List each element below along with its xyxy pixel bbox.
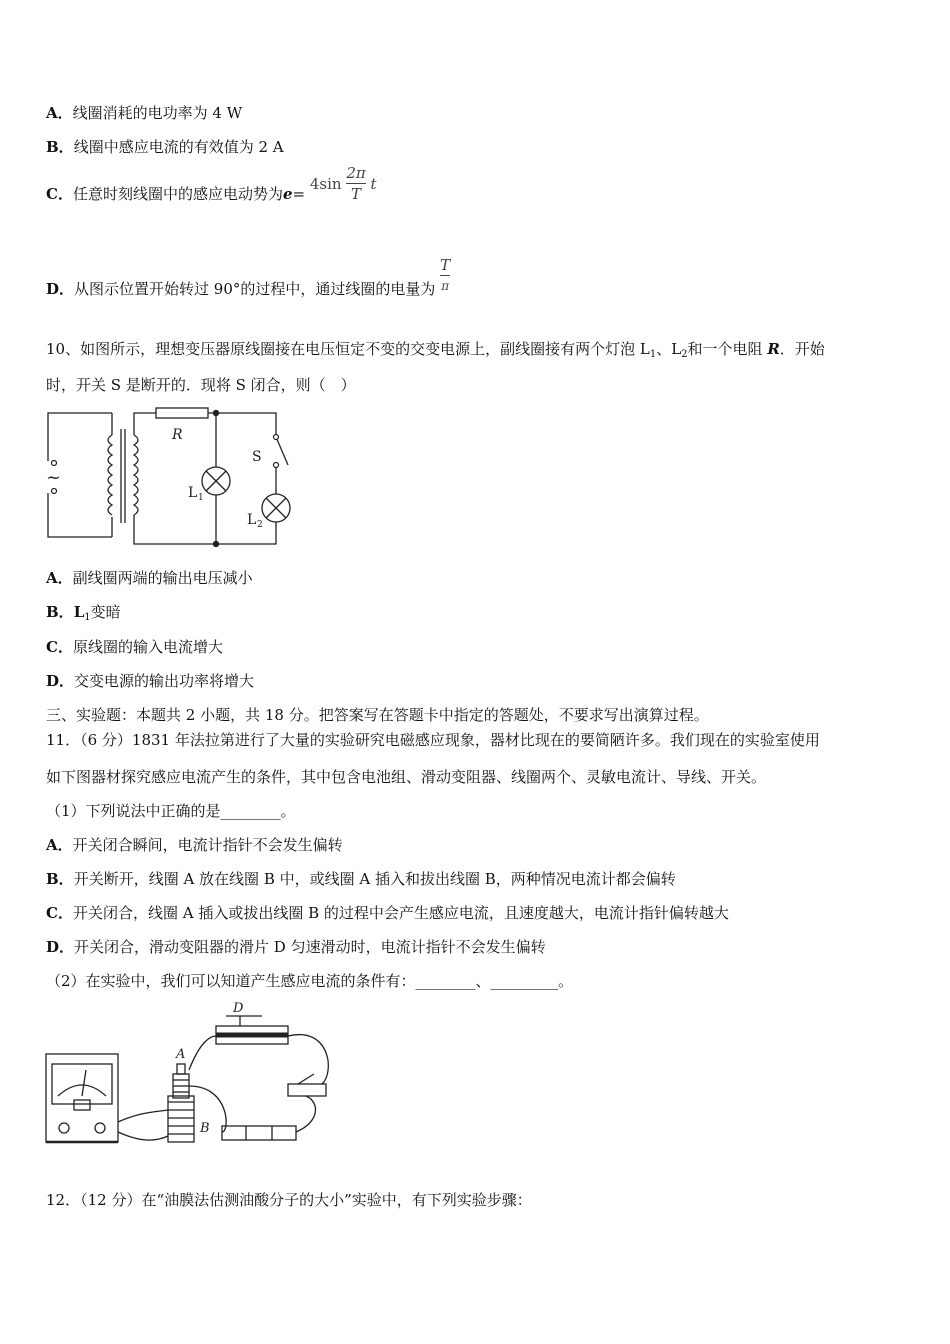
option-label: B．	[46, 603, 74, 621]
stem-text: ．开始	[779, 340, 825, 358]
charge-fraction	[440, 256, 450, 295]
option-text: 原线圈的输入电流增大	[72, 638, 223, 656]
option-label: B．	[46, 138, 74, 156]
emf-formula	[310, 161, 377, 206]
l2-branch-wire	[216, 522, 276, 544]
fraction-denominator: T	[351, 185, 362, 203]
option-label: C．	[46, 904, 73, 922]
option-text: 开关闭合，滑动变阻器的滑片 D 匀速滑动时，电流计指针不会发生偏转	[74, 938, 546, 956]
option-text: 任意时刻线圈中的感应电动势为	[72, 185, 283, 203]
fraction	[346, 164, 365, 203]
q11-option-b	[46, 869, 676, 889]
fraction-bar	[346, 183, 365, 184]
option-label: B．	[46, 870, 74, 888]
q10-stem-line1	[46, 339, 825, 365]
subscript: 1	[84, 612, 91, 623]
wire	[118, 1110, 168, 1122]
option-text: 开关断开，线圈 A 放在线圈 B 中，或线圈 A 插入和拔出线圈 B，两种情况电流计都会偏转	[73, 870, 676, 888]
wire	[288, 1035, 328, 1084]
wire	[189, 1036, 216, 1070]
switch	[288, 1084, 326, 1096]
ac-terminal-top	[52, 461, 57, 466]
option-text: 从图示位置开始转过 90°的过程中，通过线圈的电量为	[74, 280, 436, 298]
wire	[296, 1096, 315, 1132]
stem-text: 10、如图所示，理想变压器原线圈接在电压恒定不变的交变电源上，副线圈接有两个灯泡 L	[46, 340, 650, 358]
primary-wire	[48, 413, 112, 461]
wire	[118, 1132, 168, 1140]
sin-coefficient: 4sin	[309, 174, 342, 193]
section-3-heading: 三、实验题：本题共 2 小题，共 18 分。把答案写在答题卡中指定的答题处，不要求写出演算过程。	[46, 706, 709, 724]
induction-apparatus-drawing	[40, 1002, 340, 1162]
junction-dot	[213, 410, 219, 416]
secondary-wire	[134, 413, 156, 435]
option-text: L	[73, 603, 85, 621]
lamp-l1-label: L	[188, 485, 198, 501]
option-text: 变暗	[90, 603, 121, 621]
ac-source-symbol: ~	[46, 467, 62, 488]
q11-stem-line1: 11．（6 分）1831 年法拉第进行了大量的实验研究电磁感应现象，器材比现在的要简陋许多。我们现在的实验室使用	[46, 731, 820, 749]
stem-text: 和一个电阻	[687, 340, 768, 358]
equals-sign: =	[292, 185, 306, 203]
option-label: A．	[46, 836, 73, 854]
q11-option-a	[46, 835, 343, 855]
secondary-wire	[134, 515, 216, 544]
coil-b-label: B	[200, 1121, 210, 1136]
option-label: C．	[46, 185, 73, 203]
q10-stem-line2: 时，开关 S 是断开的．现将 S 闭合，则（ ）	[46, 376, 356, 394]
fraction-bar	[440, 275, 450, 276]
lamp-l2-label: L	[247, 512, 257, 528]
option-text: 线圈消耗的电功率为 4 W	[72, 104, 243, 122]
ac-terminal-bottom	[52, 489, 57, 494]
q11-option-c	[46, 903, 729, 923]
primary-wire	[48, 493, 112, 537]
q9-option-a	[46, 103, 242, 123]
option-label: D．	[46, 280, 75, 298]
q11-sub-question-1: （1）下列说法中正确的是________。	[46, 802, 296, 820]
option-text: 开关闭合，线圈 A 插入或拔出线圈 B 的过程中会产生感应电流，且速度越大，电流计指针偏转越大	[72, 904, 729, 922]
emf-variable: e	[282, 185, 293, 203]
secondary-coil	[134, 435, 138, 515]
lamp-l1-sub: 1	[198, 493, 204, 503]
transformer-circuit-diagram	[40, 405, 300, 555]
q10-option-d	[46, 671, 254, 691]
switch-s	[276, 437, 288, 465]
option-label: D．	[46, 938, 75, 956]
switch-label: S	[252, 449, 262, 465]
resistor	[156, 408, 208, 418]
galvanometer	[46, 1054, 118, 1142]
battery-pack	[222, 1126, 296, 1140]
coil-b	[168, 1096, 194, 1142]
rheostat-slider-label: D	[233, 1002, 244, 1016]
option-label: A．	[46, 104, 73, 122]
option-label: C．	[46, 638, 73, 656]
option-label: D．	[46, 672, 75, 690]
q9-option-c	[46, 164, 377, 218]
fraction-denominator: π	[441, 278, 450, 293]
q11-option-d	[46, 937, 546, 957]
option-text: 交变电源的输出功率将增大	[74, 672, 255, 690]
coil-a-label: A	[176, 1047, 186, 1062]
q10-option-a	[46, 568, 253, 588]
q9-option-b	[46, 137, 284, 157]
fraction-numerator: 2π	[346, 164, 366, 182]
stem-text: 、L	[656, 340, 682, 358]
resistor-symbol: R	[767, 340, 780, 358]
option-text: 开关闭合瞬间，电流计指针不会发生偏转	[72, 836, 343, 854]
junction-dot	[213, 541, 219, 547]
q9-option-d	[46, 252, 450, 296]
q10-option-c	[46, 637, 223, 657]
q10-option-b	[46, 602, 121, 628]
fraction-numerator: T	[440, 255, 451, 274]
q11-stem-line2: 如下图器材探究感应电流产生的条件，其中包含电池组、滑动变阻器、线圈两个、灵敏电流计、导线、开关。	[46, 768, 767, 786]
primary-coil	[108, 435, 112, 515]
q11-sub-question-2: （2）在实验中，我们可以知道产生感应电流的条件有：________、_________。	[46, 972, 574, 990]
option-text: 线圈中感应电流的有效值为 2 A	[73, 138, 284, 156]
lamp-l2-sub: 2	[257, 520, 263, 530]
q12-stem: 12．（12 分）在“油膜法估测油酸分子的大小”实验中，有下列实验步骤：	[46, 1191, 532, 1209]
option-label: A．	[46, 569, 73, 587]
resistor-label: R	[172, 427, 183, 443]
subscript: 1	[649, 349, 657, 360]
option-text: 副线圈两端的输出电压减小	[72, 569, 253, 587]
time-variable: t	[370, 174, 377, 193]
secondary-wire	[208, 413, 276, 437]
subscript: 2	[681, 349, 688, 360]
